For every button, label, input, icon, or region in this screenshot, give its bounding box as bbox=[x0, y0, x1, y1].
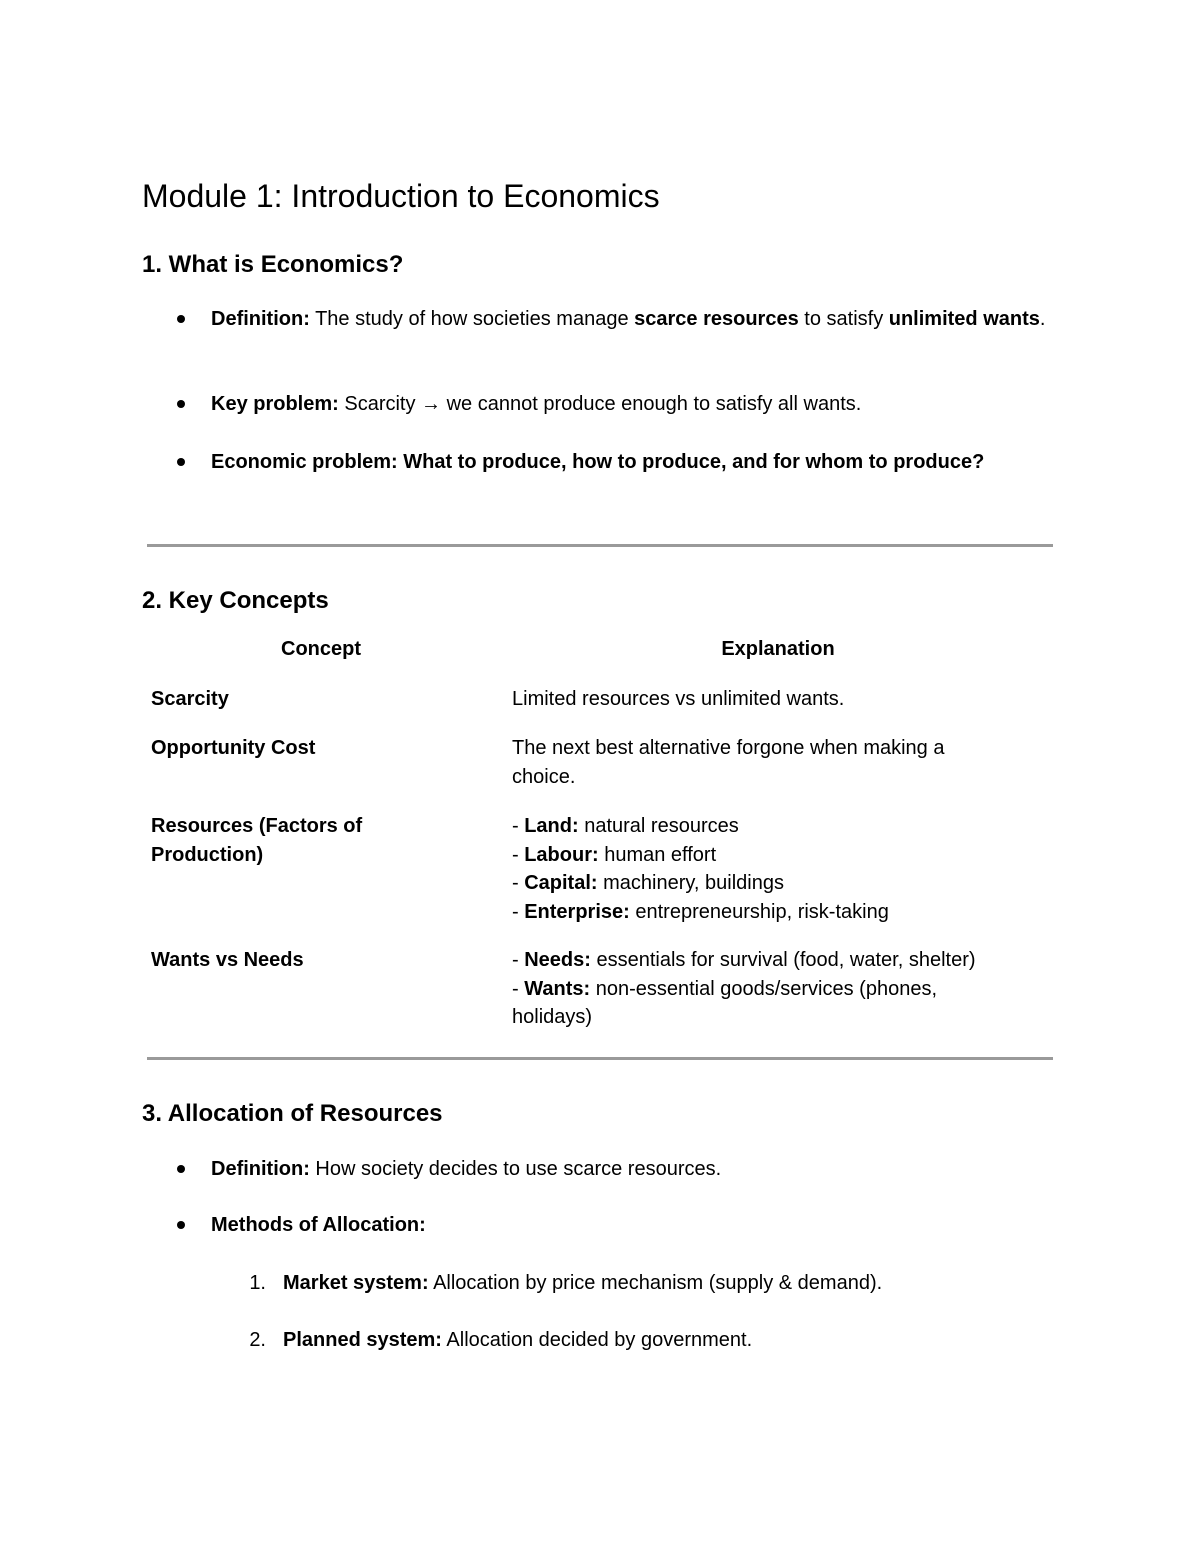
resource-item-capital: - Capital: machinery, buildings bbox=[512, 872, 784, 894]
list-number: 1. bbox=[249, 1272, 266, 1294]
section-heading-allocation-of-resources: 3. Allocation of Resources bbox=[142, 1100, 443, 1127]
section-heading-what-is-economics: 1. What is Economics? bbox=[142, 251, 404, 278]
page-title: Module 1: Introduction to Economics bbox=[142, 178, 660, 214]
resource-item-land: - Land: natural resources bbox=[512, 815, 739, 837]
needs-item: - Needs: essentials for survival (food, water, shelter) bbox=[512, 949, 976, 971]
bullet-dot bbox=[177, 458, 185, 466]
table-cell-concept: Scarcity bbox=[151, 688, 229, 710]
bullet-dot bbox=[177, 1221, 185, 1229]
resource-item-enterprise: - Enterprise: entrepreneurship, risk-taking bbox=[512, 900, 889, 923]
table-cell-explanation bbox=[512, 946, 1017, 1032]
resource-item-labour: - Labour: human effort bbox=[512, 843, 717, 866]
list-number: 2. bbox=[249, 1329, 266, 1351]
wants-item: - Wants: non-essential goods/services (phones, holidays) bbox=[512, 977, 938, 1028]
horizontal-divider bbox=[147, 544, 1053, 547]
section-heading-key-concepts: 2. Key Concepts bbox=[142, 587, 329, 614]
key-problem-item: Key problem: Scarcity → we cannot produce enough to satisfy all wants. bbox=[211, 393, 862, 415]
table-cell-concept: Resources (Factors of Production) bbox=[151, 815, 363, 866]
bullet-dot bbox=[177, 400, 185, 408]
bullet-dot bbox=[177, 315, 185, 323]
table-header-explanation: Explanation bbox=[721, 638, 835, 660]
table-cell-explanation: The next best alternative forgone when making a choice. bbox=[512, 737, 945, 788]
market-system-item: Market system: Allocation by price mechanism (supply & demand). bbox=[283, 1272, 883, 1294]
bullet-dot bbox=[177, 1165, 185, 1173]
horizontal-divider bbox=[147, 1057, 1053, 1060]
planned-system-item: Planned system: Allocation decided by government. bbox=[283, 1329, 753, 1351]
table-cell-concept: Wants vs Needs bbox=[151, 949, 304, 971]
table-cell-explanation: Limited resources vs unlimited wants. bbox=[512, 688, 845, 710]
definition-item: Definition: The study of how societies manage scarce resources to satisfy unlimited wants. bbox=[211, 308, 1046, 330]
table-cell-concept: Opportunity Cost bbox=[151, 737, 316, 759]
economic-problem-item: Economic problem: What to produce, how to produce, and for whom to produce? bbox=[211, 451, 985, 473]
allocation-definition-item: Definition: How society decides to use scarce resources. bbox=[211, 1158, 722, 1180]
table-cell-explanation bbox=[512, 812, 1072, 926]
table-header-concept: Concept bbox=[281, 638, 361, 660]
methods-of-allocation-item: Methods of Allocation: bbox=[211, 1214, 426, 1236]
